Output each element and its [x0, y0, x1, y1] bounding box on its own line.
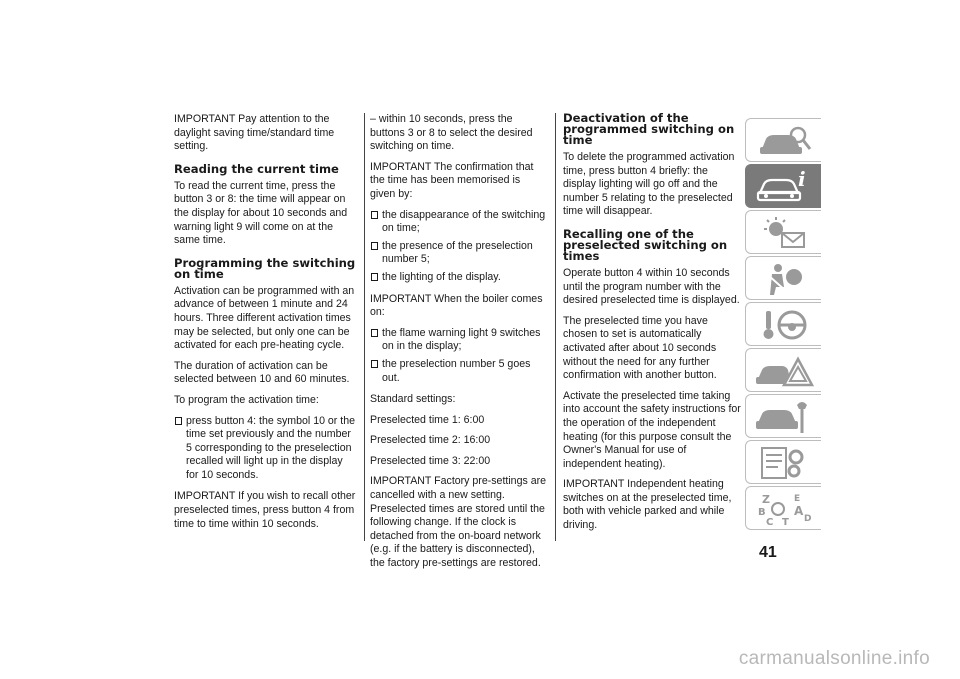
- svg-text:E: E: [794, 494, 801, 504]
- column-divider: [555, 113, 556, 541]
- tab-lights-messages[interactable]: [745, 210, 821, 254]
- preselected-time-2: Preselected time 2: 16:00: [370, 434, 491, 447]
- svg-text:T: T: [782, 517, 789, 527]
- bullet-list-confirm: [370, 209, 548, 285]
- alphabet-index-icon: [754, 491, 814, 527]
- heading-deactivation: Deactivation of the programmed switching on time: [563, 111, 735, 147]
- key-steering-wheel-icon: [754, 307, 814, 343]
- paragraph-recall-other: IMPORTANT If you wish to recall other preselected times, press button 4 from time to time within 10 seconds.: [174, 490, 356, 530]
- svg-text:i: i: [798, 169, 806, 191]
- paragraph-programming-1: Activation can be programmed with an advance of between 1 minute and 24 hours. Three different activation times may be selected, but only one can be activated for each pre-heating cycle.: [174, 284, 355, 352]
- svg-text:Z: Z: [762, 493, 770, 506]
- light-envelope-icon: [754, 215, 814, 251]
- tab-starting-driving[interactable]: [745, 302, 821, 346]
- preselected-time-3: Preselected time 3: 22:00: [370, 454, 491, 467]
- standard-settings-label: Standard settings:: [370, 393, 456, 406]
- tab-maintenance[interactable]: [745, 394, 821, 438]
- bullet-item: the lighting of the display.: [370, 271, 548, 285]
- paragraph-reading: To read the current time, press the button 3 or 8: the time will appear on the display for about 10 seconds and warning light 9 will come on at the same time.: [174, 179, 348, 247]
- tab-index[interactable]: [745, 486, 821, 530]
- paragraph-programming-3: To program the activation time:: [174, 393, 319, 406]
- column-3: [563, 113, 741, 540]
- car-wrench-icon: [754, 399, 814, 435]
- svg-text:A: A: [794, 504, 804, 518]
- tab-emergency[interactable]: [745, 348, 821, 392]
- paragraph-boiler: IMPORTANT When the boiler comes on:: [370, 292, 543, 319]
- tab-safety[interactable]: [745, 256, 821, 300]
- bullet-item: the preselection number 5 goes out.: [370, 358, 548, 385]
- svg-text:B: B: [758, 507, 766, 518]
- bullet-list-program: [174, 415, 356, 483]
- car-warning-triangle-icon: [754, 353, 814, 389]
- column-1: [174, 113, 356, 538]
- watermark: carmanualsonline.info: [738, 648, 930, 669]
- paragraph-deactivation: To delete the programmed activation time, press button 4 briefly: the display lighting will go off and the number 5 relating to the preselected time will disappear.: [563, 151, 735, 218]
- heading-programming: Programming the switching on time: [174, 255, 356, 281]
- paragraph-within-10s: – within 10 seconds, press the buttons 3 or 8 to select the desired switching on time.: [370, 113, 533, 153]
- heading-recalling: Recalling one of the preselected switching on times: [563, 226, 728, 263]
- paragraph-confirmation: IMPORTANT The confirmation that the time has been memorised is given by:: [370, 160, 534, 200]
- svg-text:C: C: [766, 517, 774, 527]
- tab-car-search[interactable]: [745, 118, 821, 162]
- preselected-time-1: Preselected time 1: 6:00: [370, 413, 485, 426]
- column-2: [370, 113, 548, 578]
- document-gear-icon: [754, 445, 814, 481]
- bullet-item: the presence of the preselection number 5;: [370, 240, 548, 267]
- tab-car-info[interactable]: [745, 164, 821, 208]
- bullet-item: the flame warning light 9 switches on in the display;: [370, 327, 548, 354]
- paragraph-recall-3: Activate the preselected time taking into account the safety instructions for the operation of the independent heating (for this purpose consult the Owner's Manual for use of independent heating).: [563, 389, 741, 470]
- paragraph-recall-4: IMPORTANT Independent heating switches on at the preselected time, both with vehicle parked and while driving.: [563, 478, 732, 532]
- paragraph-recall-1: Operate button 4 within 10 seconds until the program number with the desired preselected time is displayed.: [563, 266, 740, 307]
- tab-technical-data[interactable]: [745, 440, 821, 484]
- paragraph-factory: IMPORTANT Factory pre-settings are cancelled with a new setting. Preselected times are stored until the following change. If the clock is detached from the on-board network (e.g. if the battery is disconnected), the factory pre-settings are restored.: [370, 475, 547, 570]
- bullet-list-boiler: [370, 327, 548, 385]
- column-divider: [364, 113, 365, 541]
- paragraph-dst-note: IMPORTANT Pay attention to the daylight saving time/standard time setting.: [174, 113, 335, 153]
- paragraph-programming-2: The duration of activation can be selected between 10 and 60 minutes.: [174, 359, 350, 386]
- bullet-item: press button 4: the symbol 10 or the time set previously and the number 5 corresponding to the preselection recalled will light up in the display for 10 seconds.: [174, 415, 356, 483]
- paragraph-recall-2: The preselected time you have chosen to set is automatically activated after about 10 seconds without the need for any further confirmation with another button.: [563, 314, 717, 382]
- bullet-item: the disappearance of the switching on time;: [370, 209, 548, 236]
- car-search-icon: [754, 123, 814, 159]
- car-info-icon: [754, 169, 814, 205]
- svg-text:D: D: [804, 514, 812, 524]
- page-number: 41: [759, 544, 777, 561]
- section-tabs: [745, 118, 821, 532]
- seat-airbag-icon: [754, 261, 814, 297]
- heading-reading-current-time: Reading the current time: [174, 161, 339, 176]
